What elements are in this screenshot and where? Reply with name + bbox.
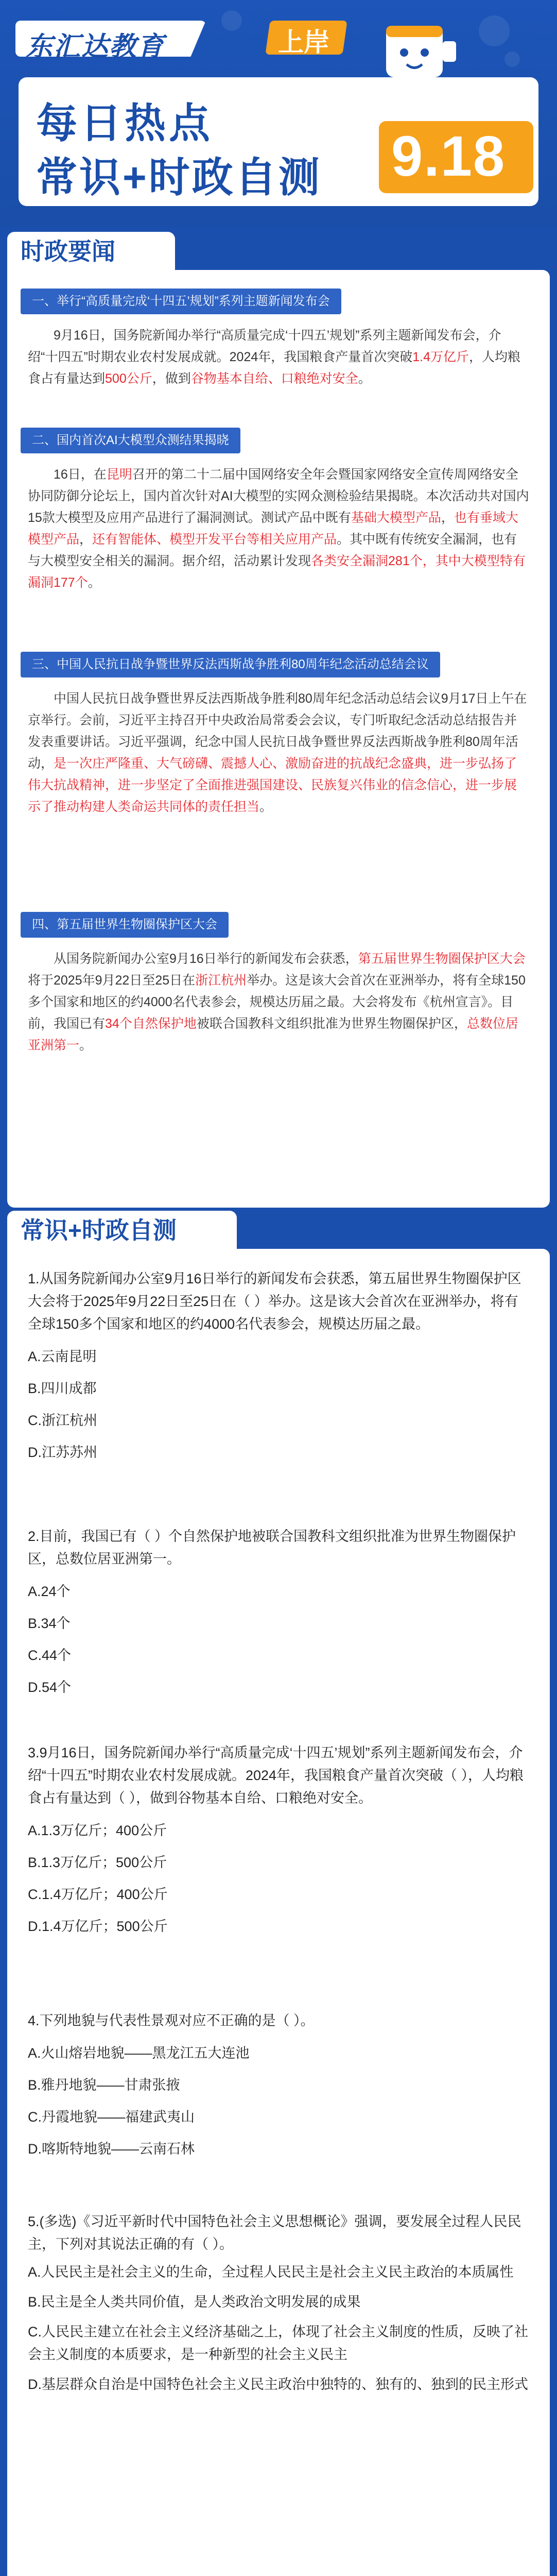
body-text: ，: [79, 532, 93, 547]
body-text: 将于2025年9月22日至25日在: [28, 973, 196, 988]
news-title-2: 二、国内首次AI大模型众测结果揭晓: [21, 428, 240, 453]
body-text: 被联合国教科文组织批准为世界生物圈保护区，: [196, 1016, 467, 1031]
body-text: ，人均粮食占有量达到: [28, 350, 521, 386]
question-option[interactable]: C.人民民主建立在社会主义经济基础之上，体现了社会主义制度的性质，反映了社会主义制度的本质要求，是一种新型的社会主义民主: [28, 2324, 528, 2362]
section-tab-quiz: 常识+时政自测: [7, 1211, 237, 1249]
question-4: [28, 2009, 529, 2165]
body-text: 16日，在: [54, 467, 107, 482]
highlight-text: 昆明: [106, 467, 132, 482]
highlight-text: 也有垂域大模型产品: [28, 511, 518, 547]
question-3: [28, 1741, 529, 1942]
news-body-3: [28, 688, 529, 818]
question-option[interactable]: D.1.4万亿斤；500公斤: [28, 1919, 168, 1934]
news-body-4: [28, 948, 529, 1056]
news-title-1: 一、举行“高质量完成‘十四五’规划”系列主题新闻发布会: [21, 289, 341, 314]
highlight-text: 第五届世界生物圈保护区大会: [358, 952, 526, 966]
body-text: ，: [441, 511, 454, 525]
highlight-text: 浙江杭州: [195, 973, 247, 988]
news-body-2: [28, 464, 529, 594]
question-stem: 3.9月16日，国务院新闻办举行“高质量完成‘十四五’规划”系列主题新闻发布会，介绍“十四五”时期农业农村发展成就。2024年，我国粮食产量首次突破（ ），人均粮食占有量达到（ ），做到谷物基本自给、口粮绝对安全。: [28, 1745, 524, 1806]
highlight-text: 各类安全漏洞281个，其中大模型特有漏洞177个: [28, 554, 526, 590]
body-text: 中国人民抗日战争暨世界反法西斯战争胜利80周年纪念活动总结会议9月17日上午在京举行。会前，习近平主持召开中央政治局常委会会议，专门听取纪念活动总结报告并发表重要讲话。习近平强调，纪念中国人民抗日战争暨世界反法西斯战争胜利80周年活动，: [28, 691, 527, 771]
question-option[interactable]: A.人民民主是社会主义的生命，全过程人民民主是社会主义民主政治的本质属性: [28, 2264, 514, 2280]
body-text: 召开的第二十二届中国网络安全年会暨国家网络安全宣传周网络安全协同防御分论坛上，国内首次针对AI大模型的实网众测检验结果揭晓。本次活动共对国内15款大模型及应用产品进行了漏洞测试。测试产品中既有: [28, 467, 529, 525]
header-banner: [0, 0, 557, 227]
highlight-text: 谷物基本自给、口粮绝对安全: [190, 371, 358, 386]
question-stem: 5.(多选)《习近平新时代中国特色社会主义思想概论》强调，要发展全过程人民民主，下列对其说法正确的有（ ）。: [28, 2214, 521, 2252]
news-title-4: 四、第五届世界生物圈保护区大会: [21, 912, 229, 938]
question-option[interactable]: C.1.4万亿斤；400公斤: [28, 1887, 168, 1902]
body-text: 。: [88, 575, 101, 590]
brand-name: 东汇达教育: [26, 32, 165, 62]
highlight-text: 基础大模型产品: [351, 511, 441, 525]
question-option[interactable]: B.民主是全人类共同价值，是人类政治文明发展的成果: [28, 2294, 361, 2310]
news-body-1: [28, 325, 529, 389]
question-option[interactable]: A.1.3万亿斤；400公斤: [28, 1823, 167, 1838]
badge-label: 上岸: [278, 28, 329, 57]
question-5: [28, 2210, 529, 2403]
body-text: 。: [358, 371, 371, 386]
question-1: [28, 1267, 529, 1468]
date-label: 9.18: [391, 125, 506, 188]
mascot-icon: [365, 10, 463, 88]
body-text: 举办。这是该大会首次在亚洲举办，将有全球150多个国家和地区的约4000名代表参会，规模达历届之最。大会将发布《杭州宣言》。目前，我国已有: [28, 973, 526, 1031]
body-text: 。其中既有传统安全漏洞，也有与大模型安全相关的漏洞。据介绍，活动累计发现: [28, 532, 517, 568]
body-text: 9月16日，国务院新闻办举行“高质量完成‘十四五’规划”系列主题新闻发布会，介绍“十四五”时期农业农村发展成就。2024年，我国粮食产量首次突破: [28, 328, 501, 364]
question-option[interactable]: A.火山熔岩地貌——黑龙江五大连池: [28, 2045, 250, 2061]
question-option[interactable]: D.江苏苏州: [28, 1445, 97, 1460]
question-option[interactable]: A.24个: [28, 1584, 71, 1599]
highlight-text: 34个自然保护地: [105, 1016, 197, 1031]
question-option[interactable]: C.44个: [28, 1648, 72, 1663]
highlight-text: 总数位居亚洲第一: [28, 1016, 518, 1053]
question-option[interactable]: B.雅丹地貌——甘肃张掖: [28, 2077, 180, 2093]
news-title-3: 三、中国人民抗日战争暨世界反法西斯战争胜利80周年纪念活动总结会议: [21, 652, 440, 677]
question-stem: 4.下列地貌与代表性景观对应不正确的是（ ）。: [28, 2013, 315, 2028]
highlight-text: 是一次庄严隆重、大气磅礴、震撼人心、激励奋进的抗战纪念盛典，进一步弘扬了伟大抗战精神，进一步坚定了全面推进强国建设、民族复兴伟业的信念信心，进一步展示了推动构建人类命运共同体的责任担当: [28, 756, 517, 814]
highlight-text: 还有智能体、模型开发平台等相关应用产品: [92, 532, 337, 547]
question-2: [28, 1525, 529, 1703]
highlight-text: 500公斤: [105, 371, 152, 386]
body-text: 。: [79, 1038, 93, 1053]
section-tab-news: 时政要闻: [7, 232, 175, 270]
question-option[interactable]: C.浙江杭州: [28, 1413, 97, 1428]
highlight-text: 1.4万亿斤: [412, 350, 469, 364]
body-text: 。: [259, 800, 273, 814]
question-stem: 2.目前，我国已有（ ）个自然保护地被联合国教科文组织批准为世界生物圈保护区，总数位居亚洲第一。: [28, 1529, 516, 1567]
question-option[interactable]: A.云南昆明: [28, 1349, 97, 1364]
question-option[interactable]: D.54个: [28, 1680, 72, 1695]
question-option[interactable]: B.34个: [28, 1616, 71, 1631]
question-option[interactable]: B.1.3万亿斤；500公斤: [28, 1855, 167, 1870]
page-subtitle: 常识+时政自测: [36, 155, 322, 200]
question-stem: 1.从国务院新闻办公室9月16日举行的新闻发布会获悉，第五届世界生物圈保护区大会将于2025年9月22日至25日在（ ）举办。这是该大会首次在亚洲举办，将有全球150多个国家和地区的约4000名代表参会，规模达历届之最。: [28, 1271, 521, 1332]
question-option[interactable]: D.基层群众自治是中国特色社会主义民主政治中独特的、独有的、独到的民主形式: [28, 2377, 528, 2392]
page-title: 每日热点: [36, 100, 213, 146]
body-text: 从国务院新闻办公室9月16日举行的新闻发布会获悉，: [54, 952, 358, 966]
body-text: ，做到: [152, 371, 191, 386]
question-option[interactable]: C.丹霞地貌——福建武夷山: [28, 2109, 195, 2125]
question-option[interactable]: B.四川成都: [28, 1381, 97, 1396]
question-option[interactable]: D.喀斯特地貌——云南石林: [28, 2141, 195, 2157]
